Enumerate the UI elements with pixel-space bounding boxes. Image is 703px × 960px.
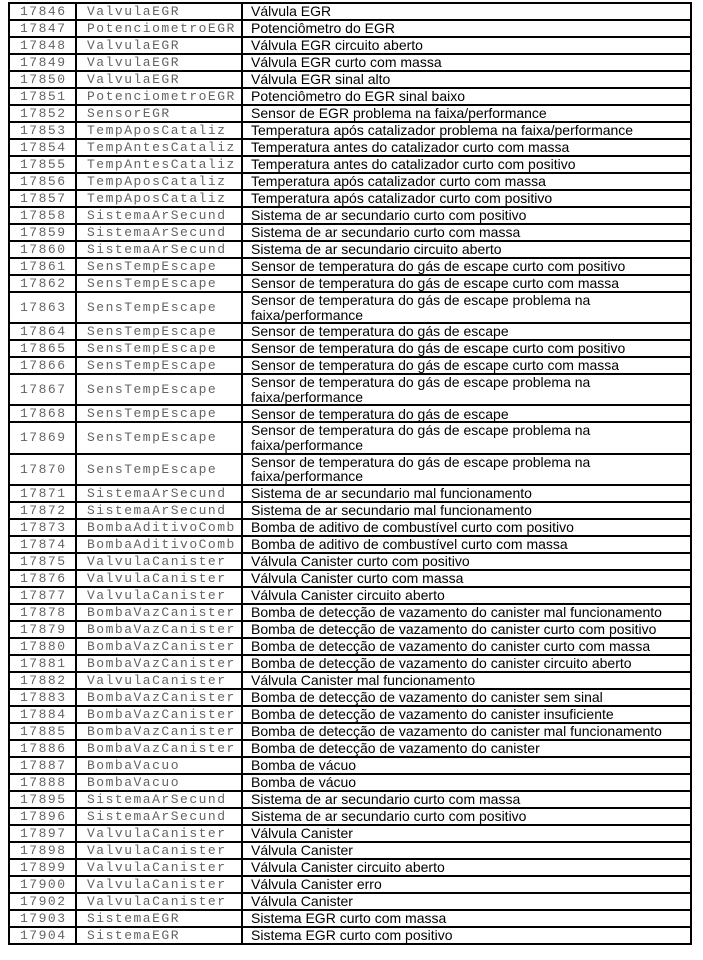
fault-name-cell: TempAposCataliz [77,174,243,189]
code-cell: 17859 [10,225,77,240]
fault-name-cell: BombaAditivoComb [77,520,243,535]
code-cell: 17896 [10,809,77,824]
description-cell: Sistema de ar secundario curto com massa [251,790,521,807]
code-cell: 17881 [10,656,77,671]
fault-name-cell: SistemaArSecund [77,208,243,223]
code-cell: 17864 [10,324,77,339]
code-cell: 17855 [10,157,77,172]
table-row [10,4,690,21]
description-cell: Temperatura após catalizador curto com positivo [251,190,553,207]
code-cell: 17902 [10,894,77,909]
table-row [10,690,690,707]
table-row [10,455,690,486]
table-row [10,486,690,503]
table-row [10,775,690,792]
code-cell: 17846 [10,4,77,19]
code-cell: 17879 [10,622,77,637]
table-row [10,792,690,809]
description-cell: Sistema EGR curto com massa [251,909,447,926]
fault-name-cell: SensTempEscape [77,455,243,484]
table-row [10,639,690,656]
fault-name-cell: PotenciometroEGR [77,21,243,36]
description-cell: Bomba de aditivo de combustível curto com massa [251,535,568,552]
description-cell: Bomba de detecção de vazamento do canister mal funcionamento [251,722,662,739]
table-row [10,225,690,242]
description-cell: Válvula Canister curto com massa [251,569,464,586]
table-row [10,707,690,724]
description-cell: Sistema de ar secundario curto com positivo [251,807,527,824]
description-cell: Válvula Canister erro [251,875,382,892]
code-cell: 17852 [10,106,77,121]
fault-name-cell: SensTempEscape [77,358,243,373]
description-cell: Bomba de aditivo de combustível curto com positivo [251,518,574,535]
code-cell: 17850 [10,72,77,87]
fault-name-cell: SensTempEscape [77,375,243,404]
fault-name-cell: BombaVacuo [77,775,243,790]
table-row [10,724,690,741]
table-row [10,157,690,174]
table-row [10,588,690,605]
code-cell: 17897 [10,826,77,841]
description-cell: Sistema de ar secundario circuito aberto [251,241,502,258]
code-cell: 17882 [10,673,77,688]
description-cell: Bomba de vácuo [251,773,357,790]
fault-name-cell: ValvulaEGR [77,55,243,70]
description-cell: Válvula Canister [251,824,353,841]
code-cell: 17865 [10,341,77,356]
description-cell: Válvula Canister circuito aberto [251,586,445,603]
table-row [10,276,690,293]
code-cell: 17875 [10,554,77,569]
fault-name-cell: SistemaArSecund [77,503,243,518]
description-cell: Bomba de detecção de vazamento do canister mal funcionamento [251,603,662,620]
description-cell: Sistema de ar secundario mal funcionamento [251,501,532,518]
description-cell: Válvula EGR curto com massa [251,54,442,71]
table-row [10,174,690,191]
description-cell: Válvula Canister [251,841,353,858]
table-row [10,89,690,106]
fault-name-cell: ValvulaCanister [77,894,243,909]
code-cell: 17867 [10,375,77,404]
code-cell: 17848 [10,38,77,53]
fault-name-cell: ValvulaEGR [77,38,243,53]
code-cell: 17876 [10,571,77,586]
description-cell: Sensor de temperatura do gás de escape problema na faixa/performance [251,453,591,485]
table-row [10,242,690,259]
code-cell: 17877 [10,588,77,603]
description-cell: Potenciômetro do EGR sinal baixo [251,88,465,105]
fault-name-cell: BombaVazCanister [77,724,243,739]
description-cell: Bomba de detecção de vazamento do canister insuficiente [251,705,614,722]
description-cell: Sensor de temperatura do gás de escape problema na faixa/performance [251,292,591,323]
code-cell: 17900 [10,877,77,892]
code-cell: 17873 [10,520,77,535]
fault-name-cell: SensTempEscape [77,276,243,291]
table-row [10,293,690,324]
table-row [10,55,690,72]
code-cell: 17888 [10,775,77,790]
fault-name-cell: SistemaEGR [77,928,243,943]
code-cell: 17853 [10,123,77,138]
code-cell: 17887 [10,758,77,773]
table-row [10,758,690,775]
description-cell: Sistema EGR curto com positivo [251,926,453,943]
code-cell: 17880 [10,639,77,654]
fault-name-cell: TempAposCataliz [77,123,243,138]
table-row [10,341,690,358]
description-cell: Temperatura após catalizador curto com massa [251,173,546,190]
fault-name-cell: ValvulaCanister [77,826,243,841]
description-cell: Potenciômetro do EGR [251,20,395,37]
description-cell: Sistema de ar secundario curto com positivo [251,207,527,224]
code-cell: 17899 [10,860,77,875]
description-cell: Sensor de temperatura do gás de escape problema na faixa/performance [251,374,591,405]
table-row [10,208,690,225]
fault-name-cell: SistemaArSecund [77,225,243,240]
table-row [10,72,690,89]
table-row [10,656,690,673]
table-row [10,106,690,123]
description-cell: Sistema de ar secundario curto com massa [251,224,521,241]
code-cell: 17854 [10,140,77,155]
dtc-table [8,2,692,945]
description-cell: Válvula EGR [251,3,332,20]
code-cell: 17883 [10,690,77,705]
fault-name-cell: ValvulaEGR [77,72,243,87]
table-row [10,673,690,690]
fault-name-cell: BombaVazCanister [77,656,243,671]
table-row [10,571,690,588]
fault-name-cell: ValvulaCanister [77,588,243,603]
code-cell: 17870 [10,455,77,484]
fault-name-cell: ValvulaCanister [77,877,243,892]
description-cell: Sensor de temperatura do gás de escape curto com massa [251,275,620,292]
fault-name-cell: BombaVazCanister [77,622,243,637]
code-cell: 17862 [10,276,77,291]
table-row [10,741,690,758]
code-cell: 17849 [10,55,77,70]
code-cell: 17904 [10,928,77,943]
code-cell: 17869 [10,423,77,452]
description-cell: Bomba de detecção de vazamento do canister [251,739,540,756]
description-cell: Válvula Canister mal funcionamento [251,671,476,688]
description-cell: Temperatura após catalizador problema na faixa/performance [251,122,634,139]
code-cell: 17898 [10,843,77,858]
description-cell: Sistema de ar secundario mal funcionamento [251,484,532,501]
table-row [10,375,690,406]
table-row [10,554,690,571]
fault-name-cell: SistemaArSecund [77,486,243,501]
fault-name-cell: TempAntesCataliz [77,140,243,155]
description-cell: Sensor de temperatura do gás de escape [251,405,509,422]
code-cell: 17858 [10,208,77,223]
description-cell: Válvula Canister circuito aberto [251,858,445,875]
fault-name-cell: ValvulaCanister [77,843,243,858]
fault-name-cell: TempAntesCataliz [77,157,243,172]
code-cell: 17871 [10,486,77,501]
fault-name-cell: SensorEGR [77,106,243,121]
fault-name-cell: ValvulaCanister [77,673,243,688]
code-cell: 17886 [10,741,77,756]
fault-name-cell: BombaVazCanister [77,639,243,654]
fault-name-cell: BombaVazCanister [77,741,243,756]
code-cell: 17856 [10,174,77,189]
fault-name-cell: BombaVazCanister [77,605,243,620]
code-cell: 17847 [10,21,77,36]
table-row [10,123,690,140]
description-cell: Válvula EGR circuito aberto [251,37,423,54]
table-row [10,358,690,375]
table-row [10,259,690,276]
table-row [10,503,690,520]
fault-name-cell: ValvulaEGR [77,4,243,19]
fault-name-cell: ValvulaCanister [77,860,243,875]
fault-name-cell: SensTempEscape [77,341,243,356]
description-cell: Sensor de temperatura do gás de escape curto com massa [251,357,620,374]
fault-name-cell: SensTempEscape [77,406,243,421]
table-row [10,605,690,622]
description-cell: Válvula Canister [251,892,353,909]
fault-name-cell: BombaAditivoComb [77,537,243,552]
fault-name-cell: SensTempEscape [77,293,243,322]
table-row [10,928,690,943]
fault-name-cell: ValvulaCanister [77,554,243,569]
code-cell: 17857 [10,191,77,206]
code-cell: 17885 [10,724,77,739]
fault-name-cell: TempAposCataliz [77,191,243,206]
table-row [10,140,690,157]
description-cell: Sensor de EGR problema na faixa/performance [251,105,547,122]
code-cell: 17860 [10,242,77,257]
description-cell: Válvula EGR sinal alto [251,71,391,88]
description-cell: Sensor de temperatura do gás de escape [251,323,509,340]
description-cell: Temperatura antes do catalizador curto com massa [251,139,570,156]
fault-name-cell: SensTempEscape [77,259,243,274]
code-cell: 17884 [10,707,77,722]
table-row [10,911,690,928]
table-row [10,537,690,554]
fault-name-cell: SistemaEGR [77,911,243,926]
table-row [10,894,690,911]
fault-name-cell: SensTempEscape [77,324,243,339]
description-cell: Temperatura antes do catalizador curto com positivo [251,156,576,173]
description-cell: Bomba de detecção de vazamento do canister circuito aberto [251,654,632,671]
description-cell: Bomba de detecção de vazamento do canister curto com positivo [251,620,657,637]
description-cell: Bomba de detecção de vazamento do canister sem sinal [251,688,603,705]
table-row [10,877,690,894]
fault-name-cell: SistemaArSecund [77,792,243,807]
description-cell: Sensor de temperatura do gás de escape curto com positivo [251,340,626,357]
code-cell: 17872 [10,503,77,518]
table-row [10,423,690,454]
description-cell: Sensor de temperatura do gás de escape curto com positivo [251,258,626,275]
table-row [10,406,690,423]
table-row [10,809,690,826]
description-cell: Bomba de detecção de vazamento do canister curto com massa [251,637,651,654]
table-row [10,826,690,843]
table-row [10,843,690,860]
fault-name-cell: BombaVacuo [77,758,243,773]
code-cell: 17861 [10,259,77,274]
fault-name-cell: SistemaArSecund [77,809,243,824]
fault-name-cell: ValvulaCanister [77,571,243,586]
fault-name-cell: SensTempEscape [77,423,243,452]
code-cell: 17874 [10,537,77,552]
table-row [10,21,690,38]
table-row [10,191,690,208]
code-cell: 17868 [10,406,77,421]
code-cell: 17851 [10,89,77,104]
table-row [10,622,690,639]
code-cell: 17866 [10,358,77,373]
description-cell: Válvula Canister curto com positivo [251,552,470,569]
table-row [10,520,690,537]
fault-name-cell: PotenciometroEGR [77,89,243,104]
fault-name-cell: SistemaArSecund [77,242,243,257]
code-cell: 17895 [10,792,77,807]
fault-name-cell: BombaVazCanister [77,690,243,705]
table-row [10,324,690,341]
description-cell: Bomba de vácuo [251,756,357,773]
description-cell: Sensor de temperatura do gás de escape problema na faixa/performance [251,422,591,453]
code-cell: 17863 [10,293,77,322]
table-row [10,860,690,877]
code-cell: 17903 [10,911,77,926]
table-row [10,38,690,55]
fault-name-cell: BombaVazCanister [77,707,243,722]
code-cell: 17878 [10,605,77,620]
